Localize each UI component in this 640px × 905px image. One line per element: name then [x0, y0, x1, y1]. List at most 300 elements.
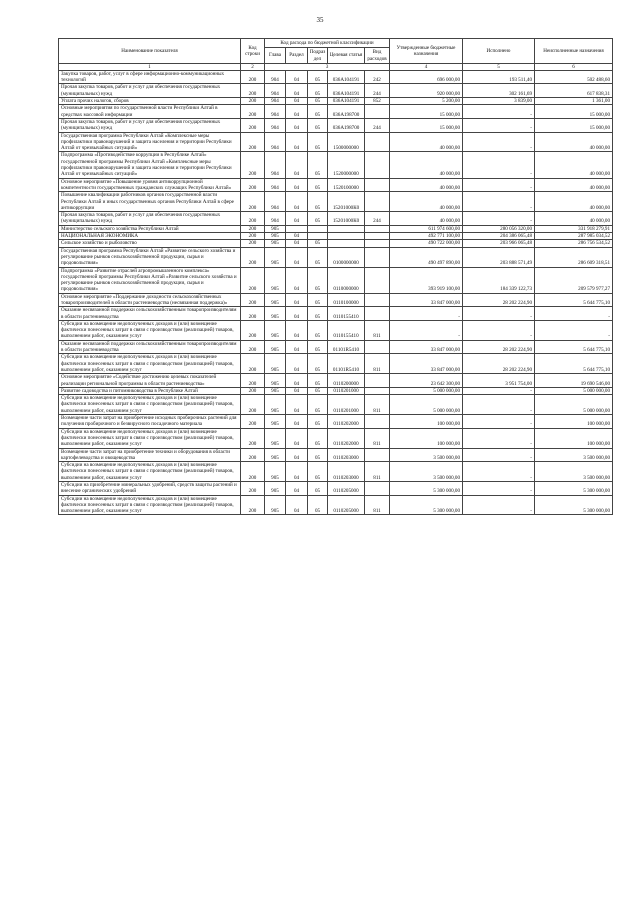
cell-executed: - [463, 132, 535, 152]
cell-name: Развитие садоводства и питомниководства в Республике Алтай [59, 387, 241, 394]
cell-unexecuted: 100 000,00 [535, 428, 613, 448]
cell-executed: 28 202 224,90 [463, 340, 535, 354]
cell-vid: 242 [365, 70, 390, 84]
cell-code: 200 [241, 395, 265, 415]
cell-unexecuted: 5 300 000,00 [535, 482, 613, 496]
cell-unexecuted: 15 000,00 [535, 118, 613, 132]
cell-target: 1520100000 [328, 178, 365, 192]
cell-vid: 811 [365, 462, 390, 482]
cell-vid: 811 [365, 495, 390, 515]
cell-target: 0110202000 [328, 415, 365, 429]
cell-podrazdel: 05 [308, 320, 328, 340]
cell-executed: - [463, 118, 535, 132]
column-number: 3 [265, 63, 390, 70]
cell-target [328, 240, 365, 247]
cell-razdel: 04 [286, 482, 308, 496]
cell-target: 036А198700 [328, 105, 365, 119]
cell-target [328, 225, 365, 232]
cell-unexecuted: 3 500 000,00 [535, 462, 613, 482]
cell-name: Основное мероприятие «Повышение уровня антикоррупционной компетентности государственных гражданских служащих Республики Алтай» [59, 178, 241, 192]
cell-glava: 904 [265, 98, 286, 105]
cell-code: 200 [241, 70, 265, 84]
cell-code: 200 [241, 118, 265, 132]
cell-unexecuted: 5 000 000,00 [535, 387, 613, 394]
table-row [59, 448, 613, 462]
cell-name: Основное мероприятие «Содействие достижению целевых показателей реализации региональной программы в области растениеводства» [59, 374, 241, 388]
cell-glava: 904 [265, 118, 286, 132]
cell-razdel: 04 [286, 354, 308, 374]
table-row [59, 307, 613, 321]
table-row [59, 482, 613, 496]
cell-podrazdel: 05 [308, 448, 328, 462]
cell-target: 01101R5410 [328, 340, 365, 354]
table-row [59, 105, 613, 119]
cell-unexecuted: 40 000,00 [535, 152, 613, 178]
cell-name: Субсидии на возмещение недополученных доходов и (или) возмещение фактически понесенных затрат в связи с производством (реализацией) товаров, выполнением работ, оказанием услуг [59, 462, 241, 482]
cell-name: Оказание несвязанной поддержки сельскохозяйственным товаропроизводителям в области растениеводства [59, 307, 241, 321]
table-row [59, 415, 613, 429]
cell-unexecuted: 40 000,00 [535, 132, 613, 152]
cell-podrazdel: 05 [308, 70, 328, 84]
cell-podrazdel: 05 [308, 482, 328, 496]
cell-unexecuted: 40 000,00 [535, 212, 613, 226]
cell-unexecuted: - [535, 307, 613, 321]
cell-glava: 904 [265, 105, 286, 119]
cell-code: 200 [241, 374, 265, 388]
cell-podrazdel: 05 [308, 240, 328, 247]
cell-target: 15201000К0 [328, 192, 365, 212]
cell-unexecuted: 5 644 775,10 [535, 340, 613, 354]
cell-unexecuted: 3 500 000,00 [535, 448, 613, 462]
cell-glava: 905 [265, 428, 286, 448]
cell-glava: 905 [265, 395, 286, 415]
cell-podrazdel: 05 [308, 84, 328, 98]
cell-code: 200 [241, 152, 265, 178]
cell-approved: 490 722 000,00 [390, 240, 463, 247]
cell-vid [365, 247, 390, 267]
cell-podrazdel: 05 [308, 428, 328, 448]
cell-code: 200 [241, 105, 265, 119]
cell-unexecuted: 5 644 775,10 [535, 293, 613, 307]
cell-glava: 905 [265, 293, 286, 307]
table-row [59, 98, 613, 105]
cell-razdel: 04 [286, 247, 308, 267]
cell-name: Государственная программа Республики Алтай «Комплексные меры профилактики правонарушений и защита населения и территории Республики Алтай от чрезвычайных ситуаций» [59, 132, 241, 152]
cell-target: 0110000000 [328, 267, 365, 293]
cell-target: 01101R5410 [328, 354, 365, 374]
cell-approved: 3 500 000,00 [390, 462, 463, 482]
cell-target: 0110155410 [328, 320, 365, 340]
table-row [59, 267, 613, 293]
table-row [59, 192, 613, 212]
cell-executed: - [463, 428, 535, 448]
cell-podrazdel: 05 [308, 267, 328, 293]
cell-podrazdel [308, 225, 328, 232]
cell-unexecuted: 19 690 546,00 [535, 374, 613, 388]
cell-vid [365, 307, 390, 321]
cell-name: Субсидии на возмещение недополученных доходов и (или) возмещение фактически понесенных затрат в связи с производством (реализацией) товаров, выполнением работ, оказанием услуг [59, 495, 241, 515]
cell-approved: 33 847 000,00 [390, 340, 463, 354]
cell-unexecuted: 287 985 034,52 [535, 233, 613, 240]
cell-razdel: 04 [286, 320, 308, 340]
cell-code: 200 [241, 428, 265, 448]
cell-code: 200 [241, 340, 265, 354]
cell-razdel: 04 [286, 84, 308, 98]
table-row [59, 354, 613, 374]
cell-name: Оказание несвязанной поддержки сельскохозяйственным товаропроизводителям в области растениеводства [59, 340, 241, 354]
cell-executed: 203 966 065,48 [463, 240, 535, 247]
cell-unexecuted: 5 644 775,10 [535, 354, 613, 374]
cell-podrazdel: 05 [308, 118, 328, 132]
cell-code: 200 [241, 178, 265, 192]
cell-razdel: 04 [286, 374, 308, 388]
cell-target: 0110205000 [328, 495, 365, 515]
cell-code: 200 [241, 293, 265, 307]
cell-executed: - [463, 495, 535, 515]
cell-executed: 3 951 754,00 [463, 374, 535, 388]
cell-approved: 33 847 000,00 [390, 354, 463, 374]
header-target: Целевая статья [328, 48, 365, 64]
table-row [59, 212, 613, 226]
cell-podrazdel: 05 [308, 387, 328, 394]
cell-approved: 40 000,00 [390, 178, 463, 192]
cell-podrazdel: 05 [308, 178, 328, 192]
cell-target: 1520000000 [328, 152, 365, 178]
table-row [59, 84, 613, 98]
cell-podrazdel: 05 [308, 462, 328, 482]
cell-executed: 302 161,69 [463, 84, 535, 98]
cell-approved: 40 000,00 [390, 152, 463, 178]
cell-name: Подпрограмма «Противодействие коррупции в Республике Алтай» государственной программы Республики Алтай «Комплексные меры профилактики правонарушений и защита населения и территории Республики Алтай от чрезвычайных ситуаций» [59, 152, 241, 178]
cell-glava: 905 [265, 320, 286, 340]
cell-podrazdel: 05 [308, 293, 328, 307]
cell-code: 200 [241, 415, 265, 429]
cell-code: 200 [241, 240, 265, 247]
cell-glava: 905 [265, 247, 286, 267]
table-row [59, 233, 613, 240]
cell-name: Министерство сельского хозяйства Республики Алтай [59, 225, 241, 232]
cell-vid [365, 240, 390, 247]
cell-razdel: 04 [286, 340, 308, 354]
cell-target [328, 233, 365, 240]
table-row [59, 70, 613, 84]
cell-executed: 203 888 571,49 [463, 247, 535, 267]
cell-code: 200 [241, 307, 265, 321]
cell-target: 0110100000 [328, 293, 365, 307]
table-row [59, 240, 613, 247]
cell-executed: - [463, 178, 535, 192]
table-row [59, 462, 613, 482]
cell-target: 0110205000 [328, 482, 365, 496]
cell-podrazdel: 05 [308, 105, 328, 119]
table-row [59, 152, 613, 178]
cell-razdel: 04 [286, 428, 308, 448]
header-unexecuted: Неисполненные назначения [535, 39, 613, 64]
header-vid: Вид расходов [365, 48, 390, 64]
cell-name: Возмещение части затрат на приобретение исходных пробирочных растений для получения пробирочного и безвирусного посадочного материала [59, 415, 241, 429]
cell-approved: 393 919 100,00 [390, 267, 463, 293]
cell-name: Субсидии на возмещение недополученных доходов и (или) возмещение фактически понесенных затрат в связи с производством (реализацией) товаров, выполнением работ, оказанием услуг [59, 428, 241, 448]
cell-glava: 904 [265, 192, 286, 212]
cell-razdel: 04 [286, 212, 308, 226]
cell-glava: 905 [265, 240, 286, 247]
cell-approved: - [390, 307, 463, 321]
cell-executed: - [463, 105, 535, 119]
cell-razdel: 04 [286, 307, 308, 321]
table-row [59, 395, 613, 415]
cell-glava: 905 [265, 482, 286, 496]
cell-code: 200 [241, 462, 265, 482]
cell-target: 0110155410 [328, 307, 365, 321]
cell-vid: 244 [365, 212, 390, 226]
cell-razdel: 04 [286, 240, 308, 247]
cell-podrazdel: 05 [308, 192, 328, 212]
cell-glava: 904 [265, 70, 286, 84]
cell-vid [365, 225, 390, 232]
cell-vid: 811 [365, 320, 390, 340]
column-numbers-row [59, 63, 613, 70]
cell-name: Прочая закупка товаров, работ и услуг для обеспечения государственных (муниципальных) нужд [59, 118, 241, 132]
cell-unexecuted: 1 361,00 [535, 98, 613, 105]
cell-code: 200 [241, 132, 265, 152]
cell-executed: - [463, 192, 535, 212]
cell-approved: 920 000,00 [390, 84, 463, 98]
cell-executed: 204 386 065,48 [463, 233, 535, 240]
cell-target: 0110202000 [328, 428, 365, 448]
cell-razdel: 04 [286, 178, 308, 192]
cell-code: 200 [241, 212, 265, 226]
column-number: 1 [59, 63, 241, 70]
cell-target: 0110203000 [328, 448, 365, 462]
table-row [59, 320, 613, 340]
cell-unexecuted: 15 000,00 [535, 105, 613, 119]
cell-razdel: 04 [286, 132, 308, 152]
cell-podrazdel: 05 [308, 152, 328, 178]
table-row [59, 340, 613, 354]
cell-executed: - [463, 448, 535, 462]
cell-name: Уплата прочих налогов, сборов [59, 98, 241, 105]
cell-razdel: 04 [286, 387, 308, 394]
cell-glava: 904 [265, 152, 286, 178]
cell-approved: 3 500 000,00 [390, 448, 463, 462]
cell-approved: 33 847 000,00 [390, 293, 463, 307]
cell-unexecuted: - [535, 320, 613, 340]
cell-name: Сельское хозяйство и рыболовство [59, 240, 241, 247]
cell-glava: 905 [265, 233, 286, 240]
cell-glava: 904 [265, 132, 286, 152]
cell-podrazdel: 05 [308, 395, 328, 415]
cell-vid: 811 [365, 428, 390, 448]
cell-executed: - [463, 152, 535, 178]
cell-glava: 905 [265, 267, 286, 293]
cell-glava: 905 [265, 462, 286, 482]
cell-target: 0110200000 [328, 374, 365, 388]
cell-target: 0110201000 [328, 387, 365, 394]
cell-executed: 3 839,00 [463, 98, 535, 105]
header-budget-classification: Код расхода по бюджетной классификации [265, 39, 390, 48]
cell-code: 200 [241, 482, 265, 496]
cell-target: 0110203000 [328, 462, 365, 482]
cell-unexecuted: 331 918 279,91 [535, 225, 613, 232]
cell-executed: - [463, 212, 535, 226]
cell-executed: 280 056 320,00 [463, 225, 535, 232]
cell-vid: 852 [365, 98, 390, 105]
cell-approved: 23 642 300,00 [390, 374, 463, 388]
cell-podrazdel: 05 [308, 98, 328, 105]
column-number: 5 [463, 63, 535, 70]
cell-glava: 905 [265, 374, 286, 388]
cell-approved: 40 000,00 [390, 192, 463, 212]
cell-vid [365, 105, 390, 119]
cell-code: 200 [241, 495, 265, 515]
cell-razdel: 04 [286, 118, 308, 132]
cell-razdel: 04 [286, 233, 308, 240]
cell-approved: 40 000,00 [390, 132, 463, 152]
cell-glava: 905 [265, 354, 286, 374]
table-row [59, 132, 613, 152]
cell-unexecuted: 617 838,31 [535, 84, 613, 98]
cell-glava: 905 [265, 448, 286, 462]
cell-approved: 611 974 600,00 [390, 225, 463, 232]
table-body [59, 70, 613, 515]
cell-name: Подпрограмма «Развитие отраслей агропромышленного комплекса» государственной программы Республики Алтай «Развитие сельского хозяйства и регулирование рынков сельскохозяйственной продукции, сырья и продовольствия» [59, 267, 241, 293]
cell-glava: 905 [265, 415, 286, 429]
cell-glava: 905 [265, 387, 286, 394]
cell-approved: 5 300 000,00 [390, 495, 463, 515]
cell-executed: 193 511,40 [463, 70, 535, 84]
cell-podrazdel [308, 233, 328, 240]
cell-approved: 40 000,00 [390, 212, 463, 226]
cell-code: 200 [241, 225, 265, 232]
cell-name: Возмещение части затрат на приобретение техники и оборудования в области картофелеводства и овощеводства [59, 448, 241, 462]
cell-vid [365, 152, 390, 178]
cell-razdel [286, 225, 308, 232]
page-number: 35 [316, 16, 324, 24]
cell-code: 200 [241, 387, 265, 394]
cell-target: 036А104191 [328, 84, 365, 98]
table-row [59, 293, 613, 307]
table-row [59, 118, 613, 132]
cell-vid: 244 [365, 84, 390, 98]
cell-vid [365, 233, 390, 240]
cell-unexecuted: 502 488,60 [535, 70, 613, 84]
cell-executed: - [463, 387, 535, 394]
cell-code: 200 [241, 320, 265, 340]
cell-executed: 28 202 224,90 [463, 293, 535, 307]
header-razdel: Раздел [286, 48, 308, 64]
header-podrazdel: Подраз дел [308, 48, 328, 64]
cell-target: 036А198700 [328, 118, 365, 132]
table-row [59, 374, 613, 388]
cell-unexecuted: 286 756 534,52 [535, 240, 613, 247]
cell-vid [365, 267, 390, 293]
cell-code: 200 [241, 233, 265, 240]
cell-code: 200 [241, 247, 265, 267]
cell-vid [365, 178, 390, 192]
cell-unexecuted: 40 000,00 [535, 178, 613, 192]
cell-razdel: 04 [286, 267, 308, 293]
cell-target: 0110201000 [328, 395, 365, 415]
budget-execution-table [58, 38, 613, 515]
cell-name: Основное мероприятие «Поддержание доходности сельскохозяйственных товаропроизводителей в области растениеводства (несвязанная поддержка)» [59, 293, 241, 307]
cell-executed: - [463, 307, 535, 321]
cell-vid: 811 [365, 395, 390, 415]
cell-executed: - [463, 320, 535, 340]
cell-approved: 15 000,00 [390, 105, 463, 119]
header-approved: Утвержденные бюджетные назначения [390, 39, 463, 64]
cell-unexecuted: 40 000,00 [535, 192, 613, 212]
cell-approved: 5 200,00 [390, 98, 463, 105]
cell-vid [365, 340, 390, 354]
column-number: 6 [535, 63, 613, 70]
cell-glava: 905 [265, 495, 286, 515]
cell-target: 0100000000 [328, 247, 365, 267]
table-row [59, 178, 613, 192]
cell-name: Повышение квалификации работников органов государственной власти Республики Алтай и иных государственных органов Республики Алтай в сфере антикоррупции [59, 192, 241, 212]
cell-podrazdel: 05 [308, 495, 328, 515]
cell-razdel: 04 [286, 395, 308, 415]
cell-unexecuted: 5 300 000,00 [535, 495, 613, 515]
cell-code: 200 [241, 267, 265, 293]
cell-unexecuted: 286 609 318,51 [535, 247, 613, 267]
cell-executed: 184 339 122,73 [463, 267, 535, 293]
cell-podrazdel: 05 [308, 212, 328, 226]
cell-target: 15201000К0 [328, 212, 365, 226]
cell-glava: 905 [265, 307, 286, 321]
cell-vid [365, 192, 390, 212]
table-row [59, 225, 613, 232]
cell-target: 1500000000 [328, 132, 365, 152]
table-row [59, 247, 613, 267]
cell-podrazdel: 05 [308, 247, 328, 267]
cell-approved: - [390, 320, 463, 340]
cell-name: Прочая закупка товаров, работ и услуг для обеспечения государственных (муниципальных) нужд [59, 212, 241, 226]
cell-name: Субсидии на возмещение недополученных доходов и (или) возмещение фактически понесенных затрат в связи с производством (реализацией) товаров, выполнением работ, оказанием услуг [59, 320, 241, 340]
cell-glava: 905 [265, 225, 286, 232]
cell-code: 200 [241, 98, 265, 105]
cell-name: Субсидии на возмещение недополученных доходов и (или) возмещение фактически понесенных затрат в связи с производством (реализацией) товаров, выполнением работ, оказанием услуг [59, 395, 241, 415]
cell-approved: 100 000,00 [390, 415, 463, 429]
cell-vid [365, 132, 390, 152]
cell-executed: - [463, 462, 535, 482]
header-executed: Исполнено [463, 39, 535, 64]
cell-approved: 5 000 000,00 [390, 387, 463, 394]
cell-approved: 5 000 000,00 [390, 395, 463, 415]
cell-target: 036А104191 [328, 70, 365, 84]
cell-code: 200 [241, 448, 265, 462]
cell-unexecuted: 209 579 977,27 [535, 267, 613, 293]
cell-vid [365, 482, 390, 496]
cell-glava: 904 [265, 84, 286, 98]
cell-unexecuted: 5 000 000,00 [535, 395, 613, 415]
header-code: Код строки [241, 39, 265, 64]
cell-podrazdel: 05 [308, 374, 328, 388]
table-row [59, 495, 613, 515]
cell-name: Государственная программа Республики Алтай «Развитие сельского хозяйства и регулирование рынков сельскохозяйственной продукции, сырья и продовольствия» [59, 247, 241, 267]
table-header [59, 39, 613, 71]
header-glava: Глава [265, 48, 286, 64]
cell-approved: 15 000,00 [390, 118, 463, 132]
cell-vid [365, 415, 390, 429]
cell-podrazdel: 05 [308, 354, 328, 374]
cell-code: 200 [241, 84, 265, 98]
cell-vid: 244 [365, 118, 390, 132]
cell-vid [365, 293, 390, 307]
cell-name: НАЦИОНАЛЬНАЯ ЭКОНОМИКА [59, 233, 241, 240]
cell-razdel: 04 [286, 105, 308, 119]
cell-executed: - [463, 395, 535, 415]
cell-code: 200 [241, 354, 265, 374]
